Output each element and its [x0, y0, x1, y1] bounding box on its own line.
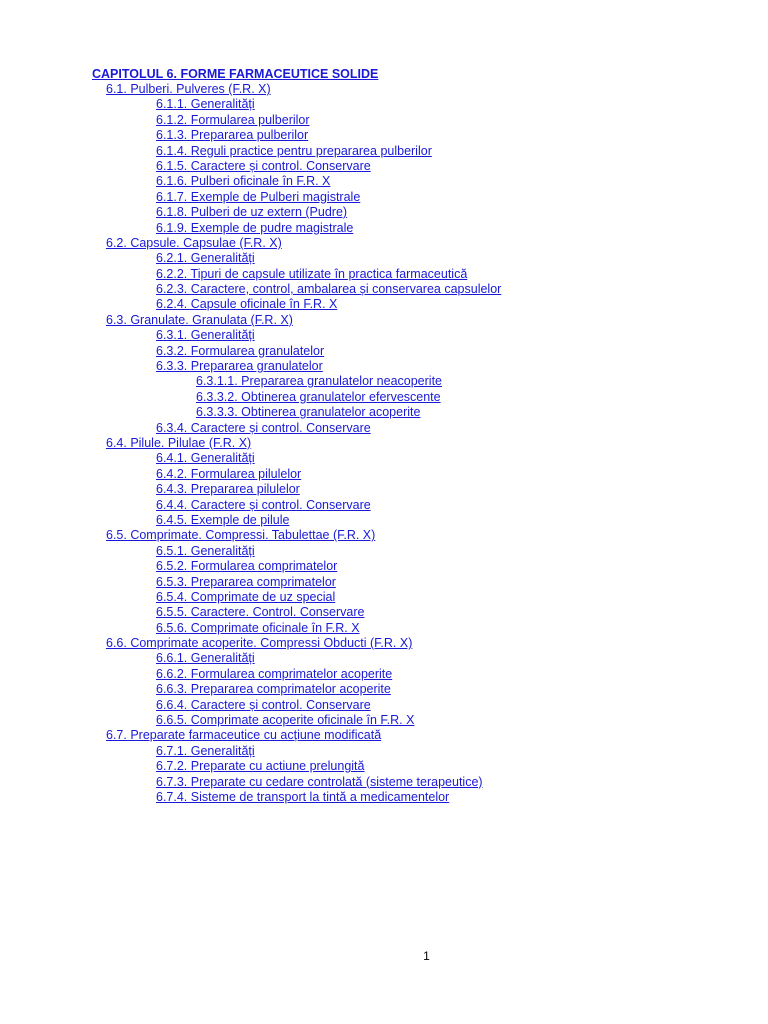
toc-entry-link[interactable]: 6.5. Comprimate. Compressi. Tabulettae (F.R. X) — [106, 528, 376, 543]
toc-entry-link[interactable]: 6.5.5. Caractere. Control. Conservare — [156, 605, 365, 620]
toc-entry-link[interactable]: 6.2.2. Tipuri de capsule utilizate în practica farmaceutică — [156, 266, 468, 281]
toc-section-entry — [92, 313, 732, 328]
toc-subsection-entry — [92, 775, 732, 790]
chapter-title-link[interactable]: CAPITOLUL 6. FORME FARMACEUTICE SOLIDE — [92, 67, 379, 81]
toc-entry-link[interactable]: 6.5.4. Comprimate de uz special — [156, 589, 336, 604]
toc-entry-link[interactable]: 6.5.2. Formularea comprimatelor — [156, 559, 338, 574]
toc-entry-link[interactable]: 6.7.3. Preparate cu cedare controlată (sisteme terapeutice) — [156, 774, 483, 789]
toc-entry-link[interactable]: 6.3.3. Prepararea granulatelor — [156, 359, 323, 374]
toc-entry-link[interactable]: 6.1.3. Prepararea pulberilor — [156, 128, 309, 143]
toc-entry-link[interactable]: 6.6.3. Prepararea comprimatelor acoperite — [156, 682, 391, 697]
toc-entry-link[interactable]: 6.3. Granulate. Granulata (F.R. X) — [106, 312, 293, 327]
toc-subsection-entry — [92, 251, 732, 266]
toc-entry-link[interactable]: 6.3.1.1. Prepararea granulatelor neacoperite — [196, 374, 442, 389]
toc-entry-link[interactable]: 6.5.3. Prepararea comprimatelor — [156, 574, 336, 589]
toc-subsection-entry — [92, 713, 732, 728]
toc-entry-link[interactable]: 6.4.1. Generalități — [156, 451, 255, 466]
toc-entry-link[interactable]: 6.6.1. Generalități — [156, 651, 255, 666]
toc-entry-link[interactable]: 6.1.4. Reguli practice pentru prepararea pulberilor — [156, 143, 432, 158]
toc-entry-link[interactable]: 6.1.8. Pulberi de uz extern (Pudre) — [156, 205, 348, 220]
toc-list — [92, 82, 732, 805]
toc-subsection-entry — [92, 144, 732, 159]
toc-entry-link[interactable]: 6.5.6. Comprimate oficinale în F.R. X — [156, 620, 360, 635]
toc-subsection-entry — [92, 174, 732, 189]
toc-entry-link[interactable]: 6.1.7. Exemple de Pulberi magistrale — [156, 189, 361, 204]
toc-subsection-entry — [92, 575, 732, 590]
toc-entry-link[interactable]: 6.4.2. Formularea pilulelor — [156, 466, 302, 481]
toc-subsection-entry — [92, 467, 732, 482]
toc-subsubsection-entry — [92, 405, 732, 420]
toc-section-entry — [92, 82, 732, 97]
toc-subsection-entry — [92, 498, 732, 513]
toc-subsection-entry — [92, 682, 732, 697]
toc-entry-link[interactable]: 6.6.5. Comprimate acoperite oficinale în F.R. X — [156, 713, 415, 728]
page-number: 1 — [423, 949, 430, 963]
toc-subsection-entry — [92, 651, 732, 666]
toc-subsection-entry — [92, 297, 732, 312]
toc-entry-link[interactable]: 6.2.4. Capsule oficinale în F.R. X — [156, 297, 338, 312]
toc-subsection-entry — [92, 359, 732, 374]
toc-subsection-entry — [92, 344, 732, 359]
toc-subsection-entry — [92, 190, 732, 205]
table-of-contents — [92, 66, 732, 805]
toc-subsection-entry — [92, 513, 732, 528]
toc-subsection-entry — [92, 421, 732, 436]
toc-subsection-entry — [92, 221, 732, 236]
toc-entry-link[interactable]: 6.1.5. Caractere și control. Conservare — [156, 158, 371, 173]
toc-entry-link[interactable]: 6.2.3. Caractere, control, ambalarea și conservarea capsulelor — [156, 282, 502, 297]
toc-subsection-entry — [92, 113, 732, 128]
toc-subsection-entry — [92, 744, 732, 759]
toc-entry-link[interactable]: 6.3.4. Caractere și control. Conservare — [156, 420, 371, 435]
toc-subsection-entry — [92, 605, 732, 620]
toc-subsection-entry — [92, 621, 732, 636]
toc-entry-link[interactable]: 6.6. Comprimate acoperite. Compressi Obducti (F.R. X) — [106, 636, 413, 651]
toc-section-entry — [92, 436, 732, 451]
toc-subsection-entry — [92, 328, 732, 343]
toc-entry-link[interactable]: 6.1.6. Pulberi oficinale în F.R. X — [156, 174, 331, 189]
toc-entry-link[interactable]: 6.1.2. Formularea pulberilor — [156, 112, 310, 127]
toc-subsection-entry — [92, 482, 732, 497]
toc-entry-link[interactable]: 6.4.4. Caractere și control. Conservare — [156, 497, 371, 512]
toc-entry-link[interactable]: 6.5.1. Generalități — [156, 543, 255, 558]
toc-subsection-entry — [92, 698, 732, 713]
toc-subsection-entry — [92, 128, 732, 143]
toc-subsection-entry — [92, 559, 732, 574]
toc-section-entry — [92, 636, 732, 651]
toc-subsection-entry — [92, 667, 732, 682]
toc-entry-link[interactable]: 6.4.3. Prepararea pilulelor — [156, 482, 300, 497]
toc-section-entry — [92, 528, 732, 543]
toc-entry-link[interactable]: 6.3.2. Formularea granulatelor — [156, 343, 325, 358]
toc-subsection-entry — [92, 759, 732, 774]
toc-entry-link[interactable]: 6.4.5. Exemple de pilule — [156, 512, 290, 527]
toc-subsubsection-entry — [92, 374, 732, 389]
toc-subsubsection-entry — [92, 390, 732, 405]
toc-section-entry — [92, 236, 732, 251]
toc-entry-link[interactable]: 6.6.2. Formularea comprimatelor acoperite — [156, 666, 393, 681]
toc-subsection-entry — [92, 451, 732, 466]
toc-subsection-entry — [92, 590, 732, 605]
toc-entry-link[interactable]: 6.1.1. Generalități — [156, 97, 255, 112]
toc-subsection-entry — [92, 790, 732, 805]
toc-entry-link[interactable]: 6.1.9. Exemple de pudre magistrale — [156, 220, 354, 235]
toc-subsection-entry — [92, 159, 732, 174]
toc-entry-link[interactable]: 6.1. Pulberi. Pulveres (F.R. X) — [106, 82, 271, 96]
toc-entry-link[interactable]: 6.2.1. Generalități — [156, 251, 255, 266]
toc-subsection-entry — [92, 205, 732, 220]
toc-subsection-entry — [92, 97, 732, 112]
toc-section-entry — [92, 728, 732, 743]
toc-subsection-entry — [92, 544, 732, 559]
toc-entry-link[interactable]: 6.3.3.3. Obtinerea granulatelor acoperite — [196, 405, 421, 420]
toc-entry-link[interactable]: 6.3.1. Generalități — [156, 328, 255, 343]
toc-entry-link[interactable]: 6.3.3.2. Obtinerea granulatelor efervescente — [196, 389, 441, 404]
toc-entry-link[interactable]: 6.7.2. Preparate cu actiune prelungită — [156, 759, 365, 774]
toc-subsection-entry — [92, 267, 732, 282]
toc-subsection-entry — [92, 282, 732, 297]
toc-entry-link[interactable]: 6.4. Pilule. Pilulae (F.R. X) — [106, 435, 252, 450]
toc-entry-link[interactable]: 6.2. Capsule. Capsulae (F.R. X) — [106, 235, 282, 250]
toc-entry-link[interactable]: 6.6.4. Caractere și control. Conservare — [156, 697, 371, 712]
toc-entry-link[interactable]: 6.7.4. Sisteme de transport la tintă a medicamentelor — [156, 789, 450, 804]
toc-entry-link[interactable]: 6.7. Preparate farmaceutice cu acțiune modificată — [106, 728, 382, 743]
toc-entry-link[interactable]: 6.7.1. Generalități — [156, 743, 255, 758]
